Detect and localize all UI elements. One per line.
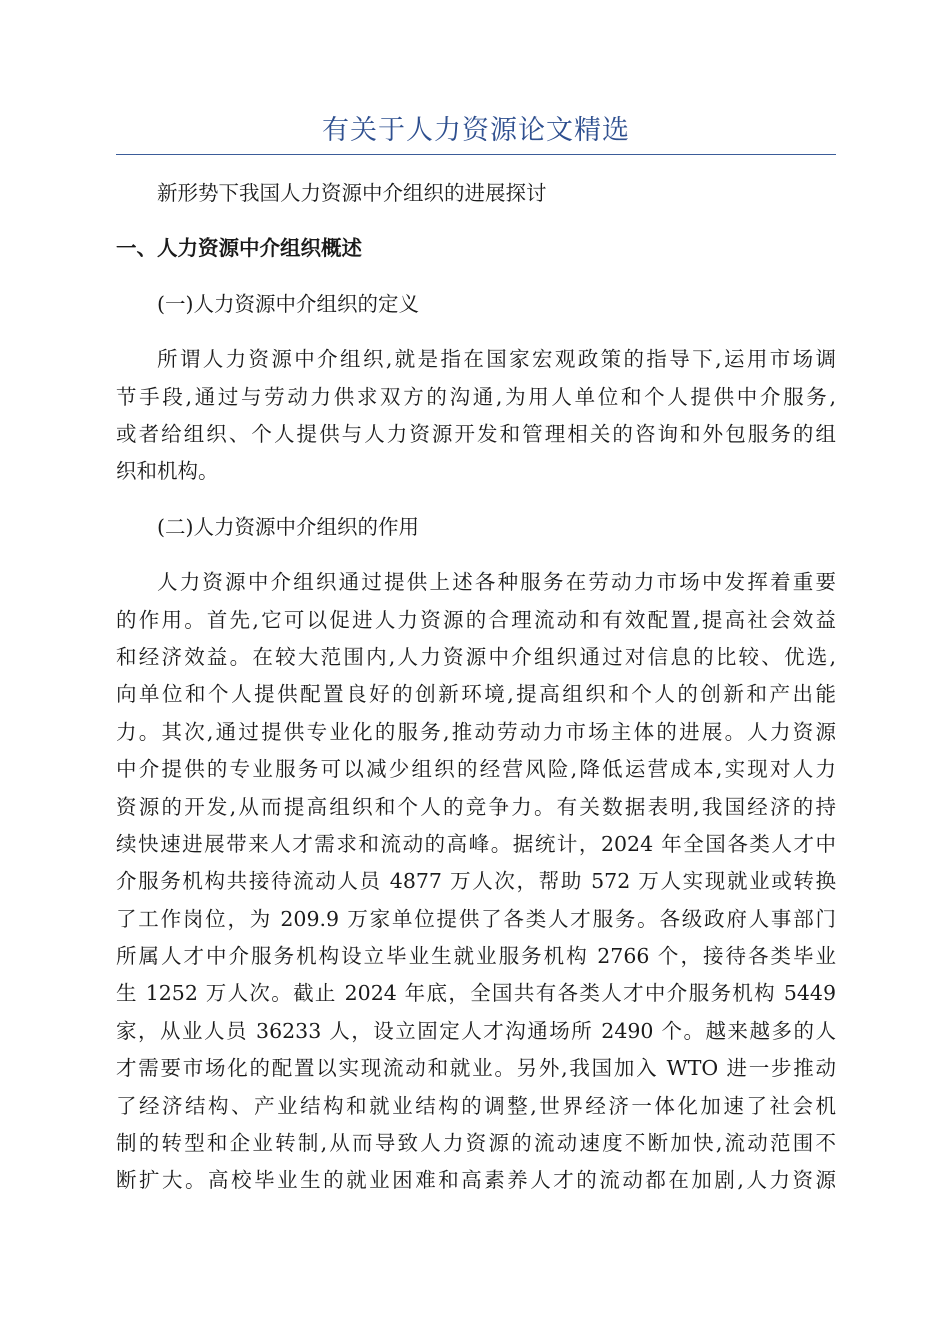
paragraph-line: 续快速进展带来人才需求和流动的高峰。据统计，2024 年全国各类人才中 <box>116 831 836 856</box>
paragraph-line: 资源的开发,从而提高组织和个人的竞争力。有关数据表明,我国经济的持 <box>116 794 836 819</box>
paragraph-line: 了工作岗位，为 209.9 万家单位提供了各类人才服务。各级政府人事部门 <box>116 906 836 931</box>
paragraph-definition <box>116 341 836 491</box>
document-title: 有关于人力资源论文精选 <box>322 115 630 146</box>
paragraph-line: 力。其次,通过提供专业化的服务,推动劳动力市场主体的进展。人力资源 <box>116 719 836 744</box>
article-subtitle: 新形势下我国人力资源中介组织的进展探讨 <box>157 181 547 205</box>
paragraph-line: 家，从业人员 36233 人，设立固定人才沟通场所 2490 个。越来越多的人 <box>116 1018 836 1043</box>
paragraph-line: 所谓人力资源中介组织,就是指在国家宏观政策的指导下,运用市场调 <box>157 347 836 372</box>
paragraph-line: 和经济效益。在较大范围内,人力资源中介组织通过对信息的比较、优选, <box>116 644 836 669</box>
paragraph-line: 介服务机构共接待流动人员 4877 万人次，帮助 572 万人实现就业或转换 <box>116 869 836 894</box>
paragraph-line: 织和机构。 <box>116 459 219 484</box>
subsection-heading-role: (二)人力资源中介组织的作用 <box>157 514 419 539</box>
paragraph-line: 的作用。首先,它可以促进人力资源的合理流动和有效配置,提高社会效益 <box>116 607 836 632</box>
document-page <box>116 108 836 1200</box>
paragraph-line: 中介提供的专业服务可以减少组织的经营风险,降低运营成本,实现对人力 <box>116 757 836 782</box>
paragraph-line: 节手段,通过与劳动力供求双方的沟通,为用人单位和个人提供中介服务, <box>116 384 836 409</box>
section-heading-overview: 一、人力资源中介组织概述 <box>116 236 362 261</box>
paragraph-line: 制的转型和企业转制,从而导致人力资源的流动速度不断加快,流动范围不 <box>116 1131 836 1156</box>
paragraph-line: 生 1252 万人次。截止 2024 年底，全国共有各类人才中介服务机构 5449 <box>116 981 836 1006</box>
paragraph-line: 人力资源中介组织通过提供上述各种服务在劳动力市场中发挥着重要 <box>157 570 836 595</box>
paragraph-line: 或者给组织、个人提供与人力资源开发和管理相关的咨询和外包服务的组 <box>116 422 836 446</box>
paragraph-role <box>116 564 836 1200</box>
subsection-heading-definition: (一)人力资源中介组织的定义 <box>157 291 419 316</box>
paragraph-line: 向单位和个人提供配置良好的创新环境,提高组织和个人的创新和产出能 <box>116 682 836 707</box>
paragraph-line: 断扩大。高校毕业生的就业困难和高素养人才的流动都在加剧,人力资源 <box>116 1168 836 1193</box>
paragraph-line: 了经济结构、产业结构和就业结构的调整,世界经济一体化加速了社会机 <box>116 1093 836 1118</box>
paragraph-line: 所属人才中介服务机构设立毕业生就业服务机构 2766 个，接待各类毕业 <box>116 944 836 969</box>
paragraph-line: 才需要市场化的配置以实现流动和就业。另外,我国加入 WTO 进一步推动 <box>116 1056 836 1081</box>
